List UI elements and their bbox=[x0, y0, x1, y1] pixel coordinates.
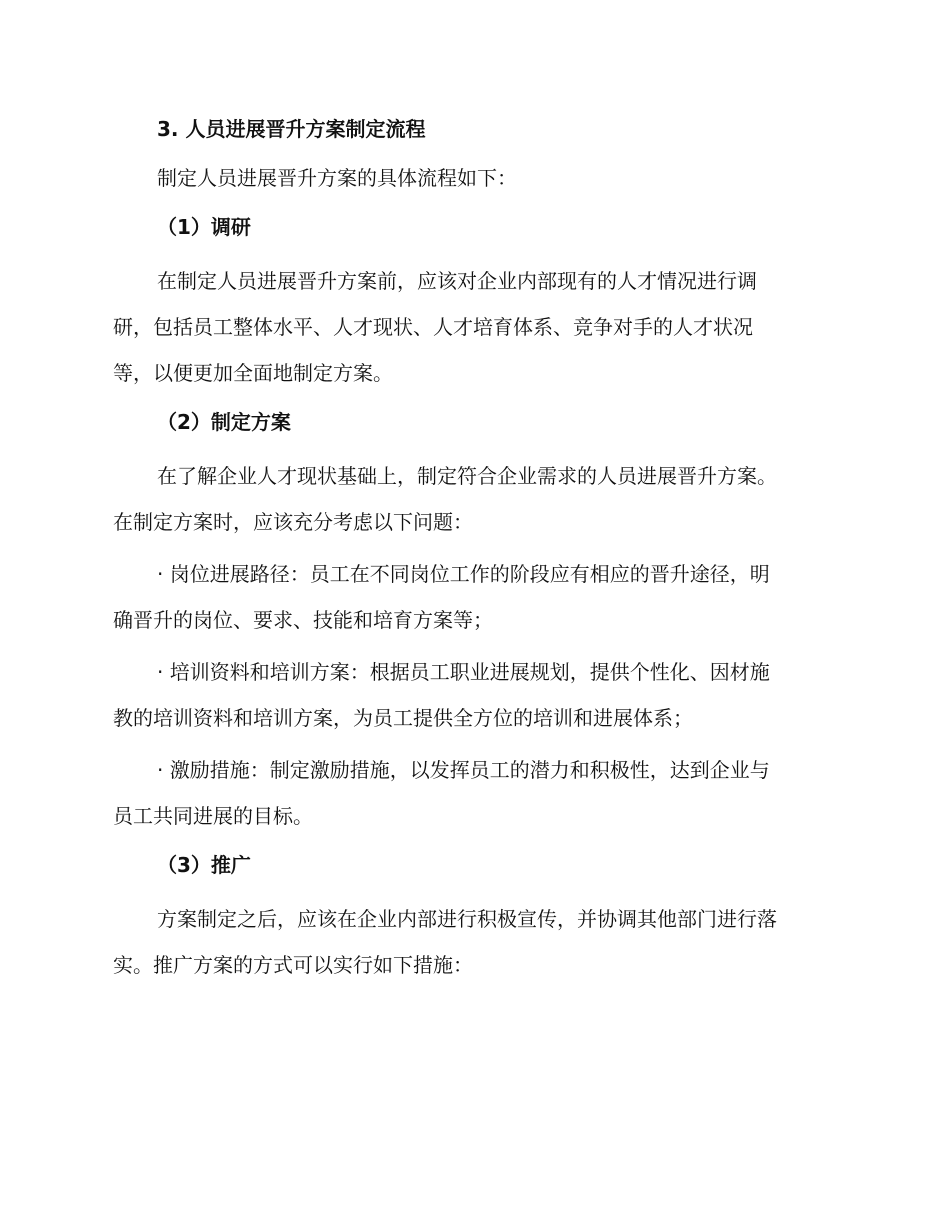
paragraph-line: 在制定方案时，应该充分考虑以下问题： bbox=[113, 510, 473, 534]
paragraph-line: 在了解企业人才现状基础上，制定符合企业需求的人员进展晋升方案。 bbox=[157, 464, 777, 488]
bullet-line: 确晋升的岗位、要求、技能和培育方案等； bbox=[113, 608, 493, 632]
document-body bbox=[113, 111, 833, 988]
bullet-incentives bbox=[113, 747, 833, 839]
paragraph-line: 在制定人员进展晋升方案前，应该对企业内部现有的人才情况进行调 bbox=[157, 269, 757, 293]
section-title: 3. 人员进展晋升方案制定流程 bbox=[157, 117, 426, 141]
bullet-line: 教的培训资料和培训方案，为员工提供全方位的培训和进展体系； bbox=[113, 706, 693, 730]
step-heading-plan: （2）制定方案 bbox=[157, 410, 291, 434]
paragraph-line: 等，以便更加全面地制定方案。 bbox=[113, 361, 393, 385]
step-paragraph-plan bbox=[113, 453, 833, 545]
bullet-line: · 培训资料和培训方案：根据员工职业进展规划，提供个性化、因材施 bbox=[157, 660, 770, 684]
bullet-line: · 岗位进展路径：员工在不同岗位工作的阶段应有相应的晋升途径，明 bbox=[157, 562, 770, 586]
intro-text: 制定人员进展晋升方案的具体流程如下： bbox=[157, 166, 517, 190]
step-heading-promotion: （3）推广 bbox=[157, 853, 251, 877]
paragraph-line: 方案制定之后，应该在企业内部进行积极宣传，并协调其他部门进行落 bbox=[157, 907, 777, 931]
step-paragraph-promotion bbox=[113, 896, 833, 988]
bullet-training bbox=[113, 649, 833, 741]
bullet-line: · 激励措施：制定激励措施，以发挥员工的潜力和积极性，达到企业与 bbox=[157, 758, 770, 782]
step-paragraph-research bbox=[113, 258, 833, 396]
paragraph-line: 实。推广方案的方式可以实行如下措施： bbox=[113, 953, 473, 977]
bullet-career-path bbox=[113, 551, 833, 643]
paragraph-line: 研，包括员工整体水平、人才现状、人才培育体系、竞争对手的人才状况 bbox=[113, 315, 753, 339]
bullet-line: 员工共同进展的目标。 bbox=[113, 804, 313, 828]
step-heading-research: （1）调研 bbox=[157, 215, 251, 239]
